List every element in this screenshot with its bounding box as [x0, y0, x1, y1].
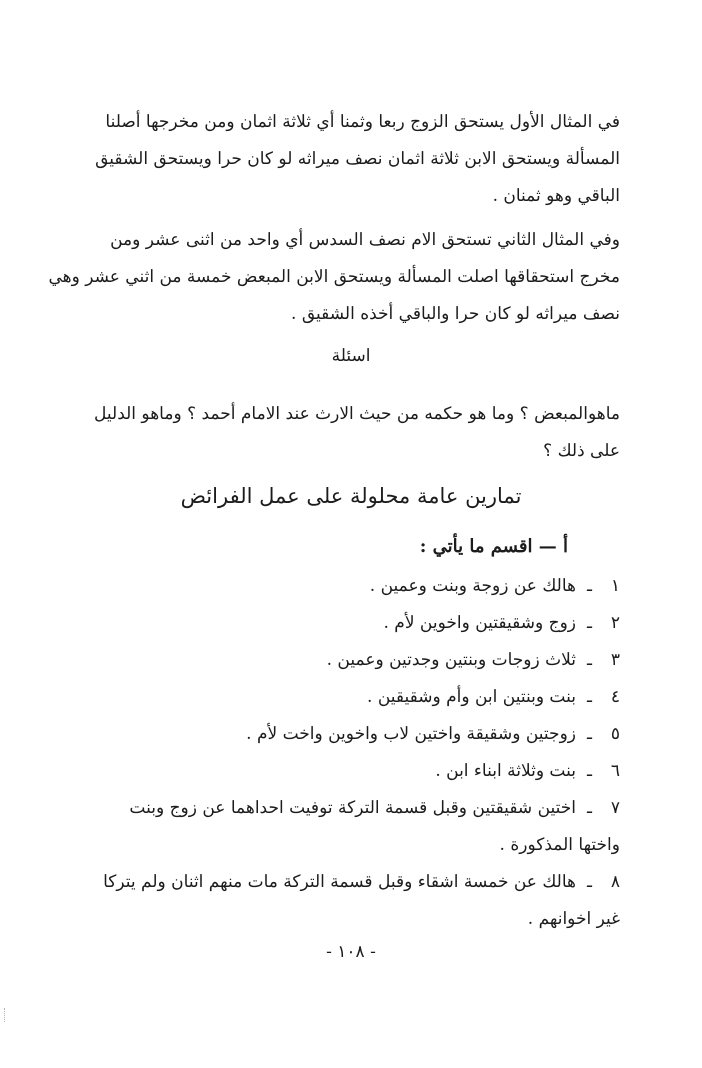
scan-edge-mark	[4, 1008, 7, 1022]
list-item	[82, 605, 620, 642]
item-number: ٣	[610, 650, 620, 670]
paragraph-line: الباقي وهو ثمنان .	[492, 186, 620, 206]
paragraph-line: في المثال الأول يستحق الزوج ربعا وثمنا أي ثلاثة اثمان ومن مخرجها أصلنا	[105, 112, 620, 132]
item-dash: ـ	[587, 761, 592, 781]
item-dash: ـ	[587, 576, 592, 596]
exercises-heading: تمارين عامة محلولة على عمل الفرائض	[180, 484, 522, 508]
item-text: اختين شقيقتين وقبل قسمة التركة توفيت احداهما عن زوج وبنت	[129, 798, 576, 818]
list-item	[82, 568, 620, 605]
list-item	[82, 716, 620, 753]
task-label: أ — اقسم ما يأتي :	[419, 536, 568, 557]
item-dash: ـ	[587, 872, 592, 892]
item-text: زوجتين وشقيقة واختين لاب واخوين واخت لأم .	[246, 724, 576, 744]
question-line: ماهوالمبعض ؟ وما هو حكمه من حيث الارث عند الامام أحمد ؟ وماهو الدليل	[94, 404, 620, 424]
item-dash: ـ	[587, 650, 592, 670]
list-item	[82, 679, 620, 716]
item-text: زوج وشقيقتين واخوين لأم .	[383, 613, 576, 633]
item-number: ٥	[610, 724, 620, 744]
item-dash: ـ	[587, 613, 592, 633]
list-item	[82, 864, 620, 901]
question-line: على ذلك ؟	[543, 441, 620, 461]
exercise-list	[82, 568, 620, 938]
item-text: هالك عن زوجة وبنت وعمين .	[369, 576, 576, 596]
item-number: ٦	[610, 761, 620, 781]
item-text: ثلاث زوجات وبنتين وجدتين وعمين .	[326, 650, 576, 670]
question-paragraph	[82, 396, 620, 470]
item-number: ١	[610, 576, 620, 596]
paragraph-line: المسألة ويستحق الابن ثلاثة اثمان نصف ميراثه لو كان حرا ويستحق الشقيق	[95, 149, 620, 169]
list-item-continuation: واختها المذكورة .	[499, 835, 620, 855]
page-number: - ١٠٨ -	[326, 942, 376, 962]
list-item	[82, 642, 620, 679]
item-text: بنت وبنتين ابن وأم وشقيقين .	[367, 687, 576, 707]
item-text: هالك عن خمسة اشقاء وقبل قسمة التركة مات منهم اثنان ولم يتركا	[103, 872, 576, 892]
item-number: ٧	[610, 798, 620, 818]
list-item	[82, 753, 620, 790]
list-item-continuation: غير اخوانهم .	[527, 909, 620, 929]
paragraph-line: وفي المثال الثاني تستحق الام نصف السدس أي واحد من اثنى عشر ومن	[110, 230, 620, 250]
paragraph-second-example	[48, 222, 620, 333]
list-item	[82, 790, 620, 827]
item-dash: ـ	[587, 687, 592, 707]
item-number: ٨	[610, 872, 620, 892]
item-text: بنت وثلاثة ابناء ابن .	[435, 761, 576, 781]
paragraph-line: مخرج استحقاقها اصلت المسألة ويستحق الابن المبعض خمسة من اثني عشر وهي	[48, 267, 620, 287]
item-number: ٤	[610, 687, 620, 707]
paragraph-first-example	[82, 104, 620, 215]
item-dash: ـ	[587, 798, 592, 818]
item-dash: ـ	[587, 724, 592, 744]
questions-heading: اسئلة	[331, 346, 371, 366]
item-number: ٢	[610, 613, 620, 633]
paragraph-line: نصف ميراثه لو كان حرا والباقي أخذه الشقيق .	[291, 304, 620, 324]
